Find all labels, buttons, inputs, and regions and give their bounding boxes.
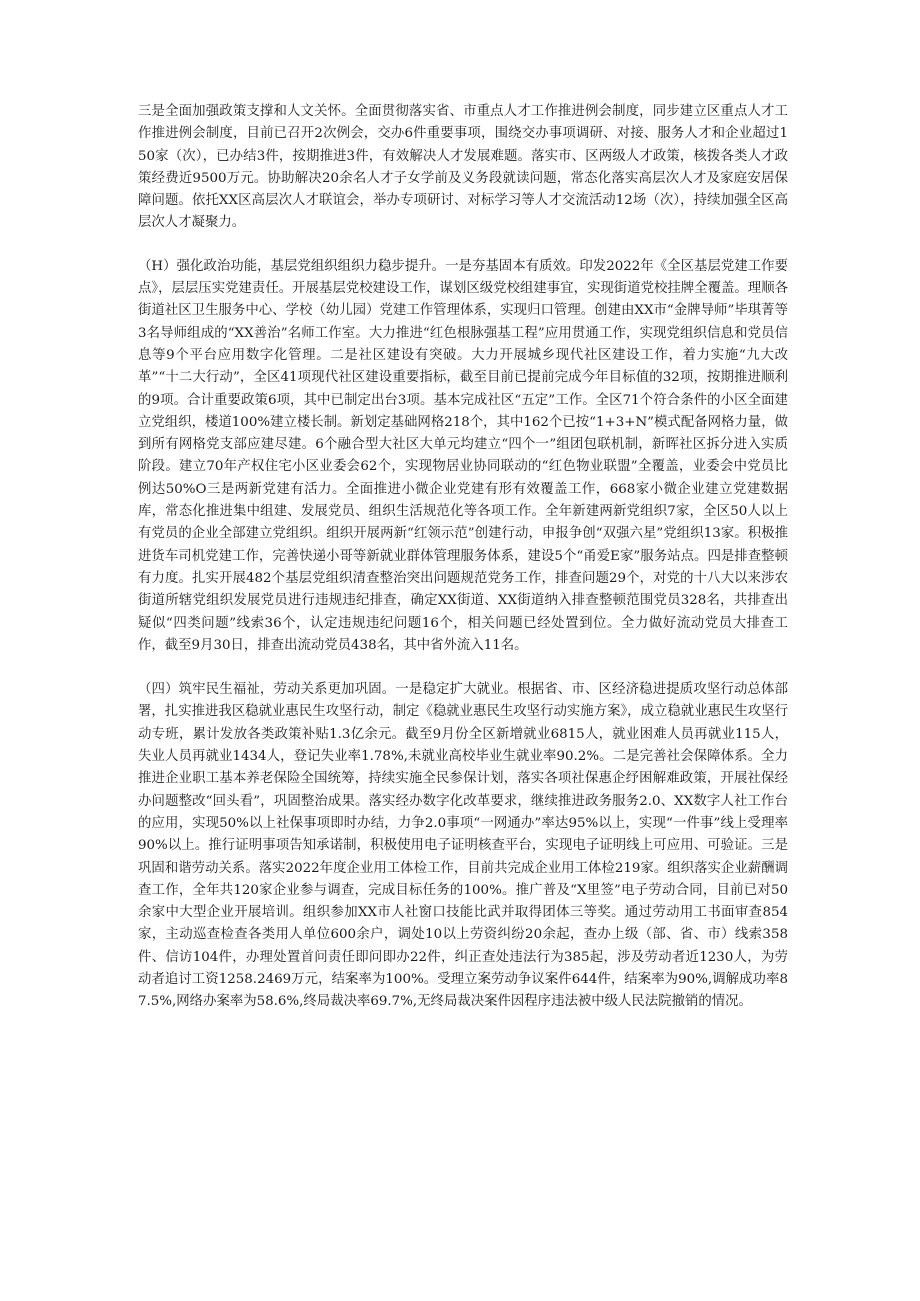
paragraph-livelihood-labor: （四）筑牢民生福祉，劳动关系更加巩固。一是稳定扩大就业。根据省、市、区经济稳进提质攻坚行动总体部署，扎实推进我区稳就业惠民生攻坚行动，制定《稳就业惠民生攻坚行动实施方案》，成立稳就业惠民生攻坚行动专班，累计发放各类政策补贴1.3亿余元。截至9月份全区新增就业6815人，就业困难人员再就业115人，失业人员再就业1434人，登记失业率1.78%,未就业高校毕业生就业率90.2%。二是完善社会保障体系。全力推进企业职工基本养老保险全国统筹，持续实施全民参保计划，落实各项社保惠企纾困解难政策，开展社保经办问题整改“回头看”，巩固整治成果。落实经办数字化改革要求，继续推进政务服务2.0、XX数字人社工作台的应用，实现50%以上社保事项即时办结，力争2.0事项“一网通办”率达95%以上，实现“一件事”线上受理率90%以上。推行证明事项告知承诺制，积极使用电子证明核查平台，实现电子证明线上可应用、可验证。三是巩固和谐劳动关系。落实2022年度企业用工体检工作，目前共完成企业用工体检219家。组织落实企业薪酬调查工作，全年共120家企业参与调查，完成目标任务的100%。推广普及“X里签”电子劳动合同，目前已对50余家中大型企业开展培训。组织参加XX市人社窗口技能比武并取得团体三等奖。通过劳动用工书面审查854家，主动巡查检查各类用人单位600余户，调处10以上劳资纠纷20余起，查办上级（部、省、市）线索358件、信访104件，办理处置首问责任即问即办22件，纠正查处违法行为385起，涉及劳动者近1230人，为劳动者追讨工资1258.2469万元，结案率为100%。受理立案劳动争议案件644件，结案率为90%,调解成功率87.5%,网络办案率为58.6%,终局裁决率69.7%,无终局裁决案件因程序违法被中级人民法院撤销的情况。 <box>138 682 788 1010</box>
paragraph-party-building: （H）强化政治功能，基层党组织组织力稳步提升。一是夯基固本有质效。印发2022年《全区基层党建工作要点》，层层压实党建责任。开展基层党校建设工作，谋划区级党校组建事宜，实现街道党校挂牌全覆盖。理顺各街道社区卫生服务中心、学校（幼儿园）党建工作管理体系，实现归口管理。创建由XX市“金牌导师”毕琪菁等3名导师组成的“XX善治”名师工作室。大力推进“红色根脉强基工程”应用贯通工作，实现党组织信息和党员信息等9个平台应用数字化管理。二是社区建设有突破。大力开展城乡现代社区建设工作，着力实施“九大改革”“十二大行动”，全区41项现代社区建设重要指标，截至目前已提前完成今年目标值的32项，按期推进顺利的9项。合计重要政策6项，其中已制定出台3项。基本完成社区“五定”工作。全区71个符合条件的小区全面建立党组织，楼道100%建立楼长制。新划定基础网格218个，其中162个已按“1+3+N”模式配备网格力量，做到所有网格党支部应建尽建。6个融合型大社区大单元均建立“四个一”组团包联机制，新晖社区拆分进入实质阶段。建立70年产权住宅小区业委会62个，实现物居业协同联动的“红色物业联盟”全覆盖，业委会中党员比例达50%O三是两新党建有活力。全面推进小微企业党建有形有效覆盖工作，668家小微企业建立党建数据库，常态化推进集中组建、发展党员、组织生活规范化等各项工作。全年新建两新党组织7家，全区50人以上有党员的企业全部建立党组织。组织开展两新“红领示范”创建行动，申报争创“双强六星”党组织13家。积极推进货车司机党建工作，完善快递小哥等新就业群体管理服务体系，建设5个“甬爱E家”服务站点。四是排查整顿有力度。扎实开展482个基层党组织清查整治突出问题规范党务工作，排查问题29个，对党的十八大以来涉农街道所辖党组织发展党员进行违规违纪排查，确定XX街道、XX街道纳入排查整顿范围党员328名，共排查出疑似“四类问题”线索36个，认定违规违纪问题16个，相关问题已经处置到位。全力做好流动党员大排查工作，截至9月30日，排查出流动党员438名，其中省外流入11名。 <box>138 258 788 653</box>
document-body <box>138 101 788 1014</box>
paragraph-talent-policy: 三是全面加强政策支撑和人文关怀。全面贯彻落实省、市重点人才工作推进例会制度，同步建立区重点人才工作推进例会制度，目前已召开2次例会，交办6件重要事项，围绕交办事项调研、对接、服务人才和企业超过150家（次），已办结3件，按期推进3件，有效解决人才发展难题。落实市、区两级人才政策，核拨各类人才政策经费近9500万元。协助解决20余名人才子女学前及义务段就读问题，常态化落实高层次人才及家庭安居保障问题。依托XX区高层次人才联谊会，举办专项研讨、对标学习等人才交流活动12场（次），持续加强全区高层次人才凝聚力。 <box>138 104 788 231</box>
